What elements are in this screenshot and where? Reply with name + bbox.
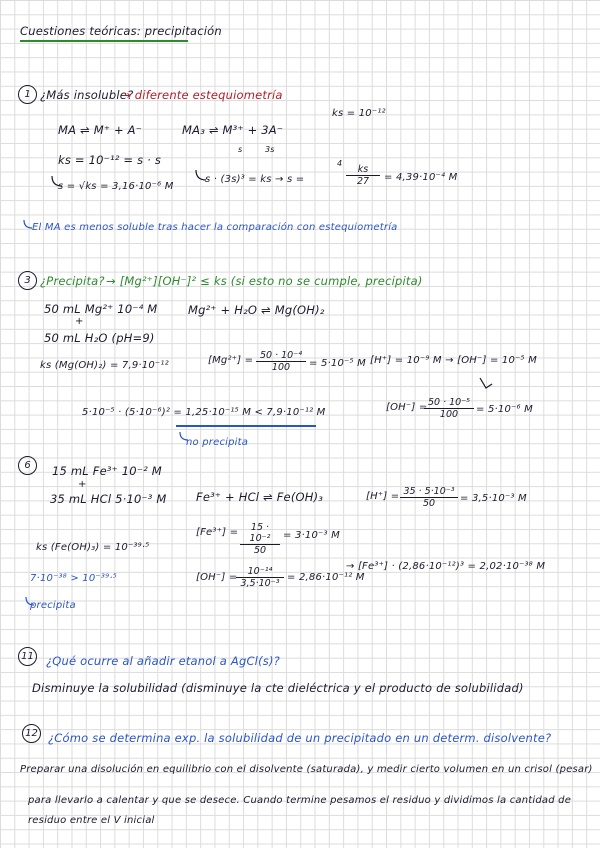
question-number-6: 6 xyxy=(18,456,37,475)
q3-oh-numerator: 50 · 10⁻⁵ xyxy=(424,397,474,409)
q1-root-index: 4 xyxy=(337,159,343,168)
question-number-12: 12 xyxy=(22,724,41,743)
q6-h-result: = 3,5·10⁻³ M xyxy=(460,493,527,504)
q3-mix-line-1: 50 mL Mg²⁺ 10⁻⁴ M xyxy=(44,302,158,316)
q3-ks-mg: ks (Mg(OH)₂) = 7,9·10⁻¹² xyxy=(40,360,169,371)
q3-condition: → [Mg²⁺][OH⁻]² ≤ ks (si esto no se cumple, precipita) xyxy=(106,274,423,288)
q6-mix-line-1: 15 mL Fe³⁺ 10⁻² M xyxy=(52,464,162,478)
q6-fe-result: = 3·10⁻³ M xyxy=(283,530,340,541)
q6-result-arrow xyxy=(26,597,34,605)
q3-mg-conc-label: [Mg²⁺] = xyxy=(208,355,254,366)
q6-h-denominator: 50 xyxy=(422,498,436,509)
q6-mix-line-2: 35 mL HCl 5·10⁻³ M xyxy=(50,492,167,506)
q3-oh-result: = 5·10⁻⁶ M xyxy=(476,404,533,415)
q3-oh-denominator: 100 xyxy=(439,409,459,420)
page-title: Cuestiones teóricas: precipitación xyxy=(20,24,222,38)
q6-oh-denominator: 3,5·10⁻³ xyxy=(240,578,280,589)
q1-hook-arrow-1 xyxy=(52,176,62,186)
q3-mg-conc-result: = 5·10⁻⁵ M xyxy=(309,358,366,369)
q1-s-ma3-numerator: ks xyxy=(346,164,380,176)
q3-mg-conc-numerator: 50 · 10⁻⁴ xyxy=(256,350,306,362)
q3-product: 5·10⁻⁵ · (5·10⁻⁶)² = 1,25·10⁻¹⁵ M < 7,9·10⁻¹² M xyxy=(82,407,326,418)
q3-result: no precipita xyxy=(186,437,249,448)
q6-oh-numerator: 10⁻¹⁴ xyxy=(236,566,284,578)
q3-mg-conc-denominator: 100 xyxy=(271,362,291,373)
q1-s-ma3-equation: s · (3s)³ = ks → s = xyxy=(205,174,305,185)
q3-plus: + xyxy=(75,316,84,327)
q6-reaction: Fe³⁺ + HCl ⇌ Fe(OH)₃ xyxy=(196,490,324,504)
q12-question: ¿Cómo se determina exp. la solubilidad de un precipitado en un determ. disolvente? xyxy=(48,731,552,745)
q6-h-numerator: 35 · 5·10⁻³ xyxy=(400,486,458,498)
q6-product: → [Fe³⁺] · (2,86·10⁻¹²)³ = 2,02·10⁻³⁸ M xyxy=(346,561,546,572)
q1-reaction-ma3: MA₃ ⇌ M³⁺ + 3A⁻ xyxy=(182,123,284,137)
q6-fe-label: [Fe³⁺] = xyxy=(196,527,239,538)
q1-hook-arrow-2 xyxy=(196,170,206,180)
q6-fe-numerator: 15 · 10⁻² xyxy=(240,522,280,545)
q3-oh-label: [OH⁻] = xyxy=(386,402,428,413)
q1-s-ma: s = √ks = 3,16·10⁻⁶ M xyxy=(58,181,174,192)
question-number-3: 3 xyxy=(18,271,37,290)
q1-arrow-note: → diferente estequiometría xyxy=(121,88,283,102)
question-number-11: 11 xyxy=(18,647,37,666)
q6-oh-result: = 2,86·10⁻¹² M xyxy=(287,572,365,583)
q6-ks-fe: ks (Fe(OH)₃) = 10⁻³⁹·⁵ xyxy=(36,542,150,553)
q6-fe-denominator: 50 xyxy=(253,545,267,556)
q3-check-mark-icon xyxy=(480,378,492,388)
q1-conclusion-arrow xyxy=(24,220,32,228)
q11-answer: Disminuye la solubilidad (disminuye la cte dieléctrica y el producto de solubilidad) xyxy=(32,681,524,695)
q1-question: ¿Más insoluble? xyxy=(40,88,134,102)
q1-reaction-ma: MA ⇌ M⁺ + A⁻ xyxy=(58,123,143,137)
q3-mix-line-2: 50 mL H₂O (pH=9) xyxy=(44,331,155,345)
q12-answer-line-2: para llevarlo a calentar y que se desece. Cuando termine pesamos el residuo y dividimos la cantidad de xyxy=(28,795,572,806)
q3-result-arrow xyxy=(180,432,188,440)
q1-ma3-3s: 3s xyxy=(265,145,275,154)
q1-s-ma3-result: = 4,39·10⁻⁴ M xyxy=(384,172,458,183)
q1-s-ma3-denominator: 27 xyxy=(356,176,370,187)
q1-ks-ma: ks = 10⁻¹² = s · s xyxy=(58,153,162,167)
q11-question: ¿Qué ocurre al añadir etanol a AgCl(s)? xyxy=(46,654,280,668)
q6-result: precipita xyxy=(30,600,76,611)
question-number-1: 1 xyxy=(18,85,37,104)
q6-compare: 7·10⁻³⁸ > 10⁻³⁹·⁵ xyxy=(30,573,117,584)
q3-reaction: Mg²⁺ + H₂O ⇌ Mg(OH)₂ xyxy=(188,303,325,317)
q3-h-plus: [H⁺] = 10⁻⁹ M → [OH⁻] = 10⁻⁵ M xyxy=(370,355,537,366)
q1-conclusion: El MA es menos soluble tras hacer la comparación con estequiometría xyxy=(32,222,398,233)
q6-oh-label: [OH⁻] = xyxy=(196,572,238,583)
q3-question: ¿Precipita? xyxy=(40,274,105,288)
q1-ks-given: ks = 10⁻¹² xyxy=(332,108,386,119)
q6-plus: + xyxy=(78,479,87,490)
q12-answer-line-1: Preparar una disolución en equilibrio con el disolvente (saturada), y medir cierto volumen en un crisol (pesar) xyxy=(20,764,593,775)
q12-answer-line-3: residuo entre el V inicial xyxy=(28,815,155,826)
q1-ma3-s: s xyxy=(238,145,243,154)
q6-h-label: [H⁺] = xyxy=(366,491,400,502)
